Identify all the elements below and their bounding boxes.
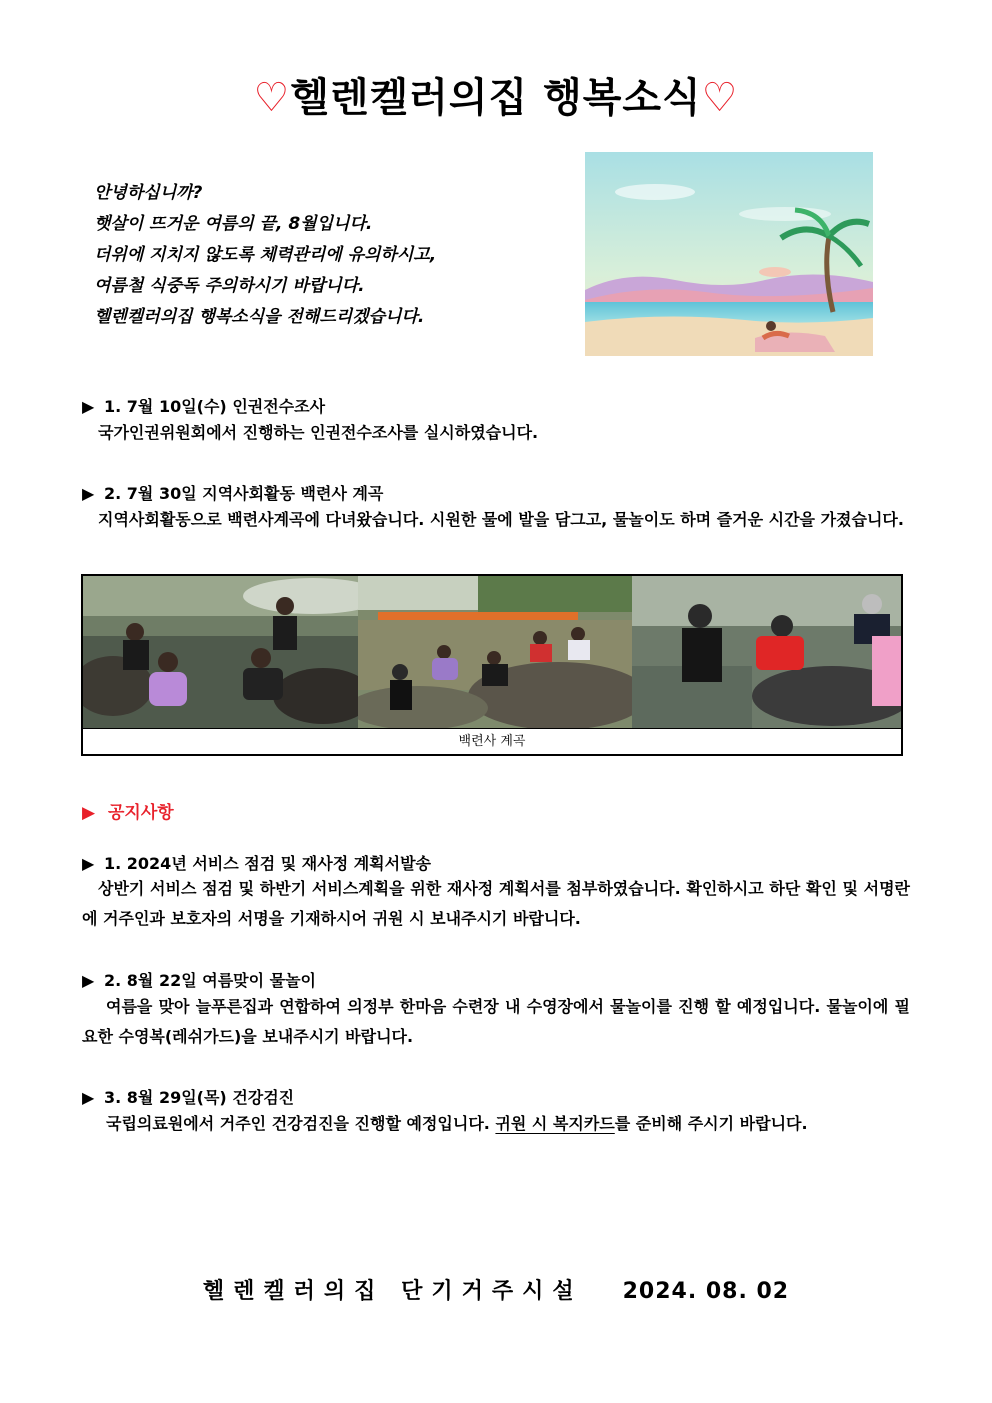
- footer: [0, 1274, 992, 1305]
- notice-heading-text: 2. 8월 22일 여름맞이 물놀이: [104, 971, 316, 990]
- photo-stream: [83, 576, 358, 728]
- heart-icon: ♡: [701, 75, 739, 121]
- photo-gallery: [81, 574, 903, 756]
- news-heading-text: 2. 7월 30일 지역사회활동 백련사 계곡: [104, 484, 384, 503]
- title-text: 헬렌켈러의집 행복소식: [290, 75, 702, 121]
- photo-valley: [358, 576, 632, 728]
- news-body: 지역사회활동으로 백련사계곡에 다녀왔습니다. 시원한 물에 발을 담그고, 물놀이도 하며 즐거운 시간을 가졌습니다.: [98, 510, 904, 529]
- triangle-bullet-icon: ▶: [82, 971, 95, 990]
- news-heading: [82, 481, 383, 504]
- heart-icon: ♡: [253, 75, 291, 121]
- notice-underlined-text: 귀원 시 복지카드: [495, 1114, 615, 1133]
- greeting-line: 헬렌켈러의집 행복소식을 전해드리겠습니다.: [94, 307, 425, 327]
- greeting-line: 햇살이 뜨거운 여름의 끝, 8월입니다.: [94, 214, 373, 234]
- notice-body: 여름을 맞아 늘푸른집과 연합하여 의정부 한마음 수련장 내 수영장에서 물놀이를 진행 할 예정입니다. 물놀이에 필요한 수영복(레쉬가드)을 보내주시기 바랍니다.: [82, 997, 910, 1046]
- triangle-bullet-icon: ▶: [82, 397, 95, 416]
- beach-illustration: [585, 152, 873, 356]
- greeting-line: 안녕하십니까?: [94, 183, 203, 203]
- notice-heading-text: 1. 2024년 서비스 점검 및 재사정 계획서발송: [104, 854, 432, 873]
- greeting-line: 더위에 지치지 않도록 체력관리에 유의하시고,: [94, 245, 437, 265]
- notice-body-text: 를 준비해 주시기 바랍니다.: [614, 1114, 808, 1133]
- triangle-bullet-icon: ▶: [82, 1088, 95, 1107]
- notice-title-text: 공지사항: [108, 803, 174, 823]
- notice-heading-text: 3. 8월 29일(목) 건강검진: [104, 1088, 295, 1107]
- photo-caption: 백련사 계곡: [83, 728, 901, 755]
- footer-org: 헬렌켈러의집 단기거주시설: [202, 1279, 583, 1304]
- notice-body: [82, 1109, 910, 1139]
- greeting-line: 여름철 식중독 주의하시기 바랍니다.: [94, 276, 365, 296]
- triangle-bullet-icon: ▶: [82, 803, 96, 823]
- notice-body: 상반기 서비스 점검 및 하반기 서비스계획을 위한 재사정 계획서를 첨부하였습니다. 확인하시고 하단 확인 및 서명란에 거주인과 보호자의 서명을 기재하시어 귀원 시 보내주시기 바랍니다.: [82, 879, 910, 928]
- news-heading-text: 1. 7월 10일(수) 인권전수조사: [104, 397, 326, 416]
- triangle-bullet-icon: ▶: [82, 854, 95, 873]
- triangle-bullet-icon: ▶: [82, 484, 95, 503]
- news-body: 국가인권위원회에서 진행하는 인권전수조사를 실시하였습니다.: [98, 423, 539, 442]
- news-heading: [82, 394, 325, 417]
- notice-heading: [82, 851, 431, 874]
- notice-body-text: 국립의료원에서 거주인 건강검진을 진행할 예정입니다.: [106, 1114, 496, 1133]
- greeting-message: [94, 178, 436, 333]
- photo-water-play: [632, 576, 901, 728]
- footer-date: 2024. 08. 02: [622, 1279, 790, 1304]
- notice-heading: [82, 968, 316, 991]
- notice-heading: [82, 1085, 294, 1108]
- notice-title: [82, 798, 174, 823]
- page-title: [0, 66, 992, 123]
